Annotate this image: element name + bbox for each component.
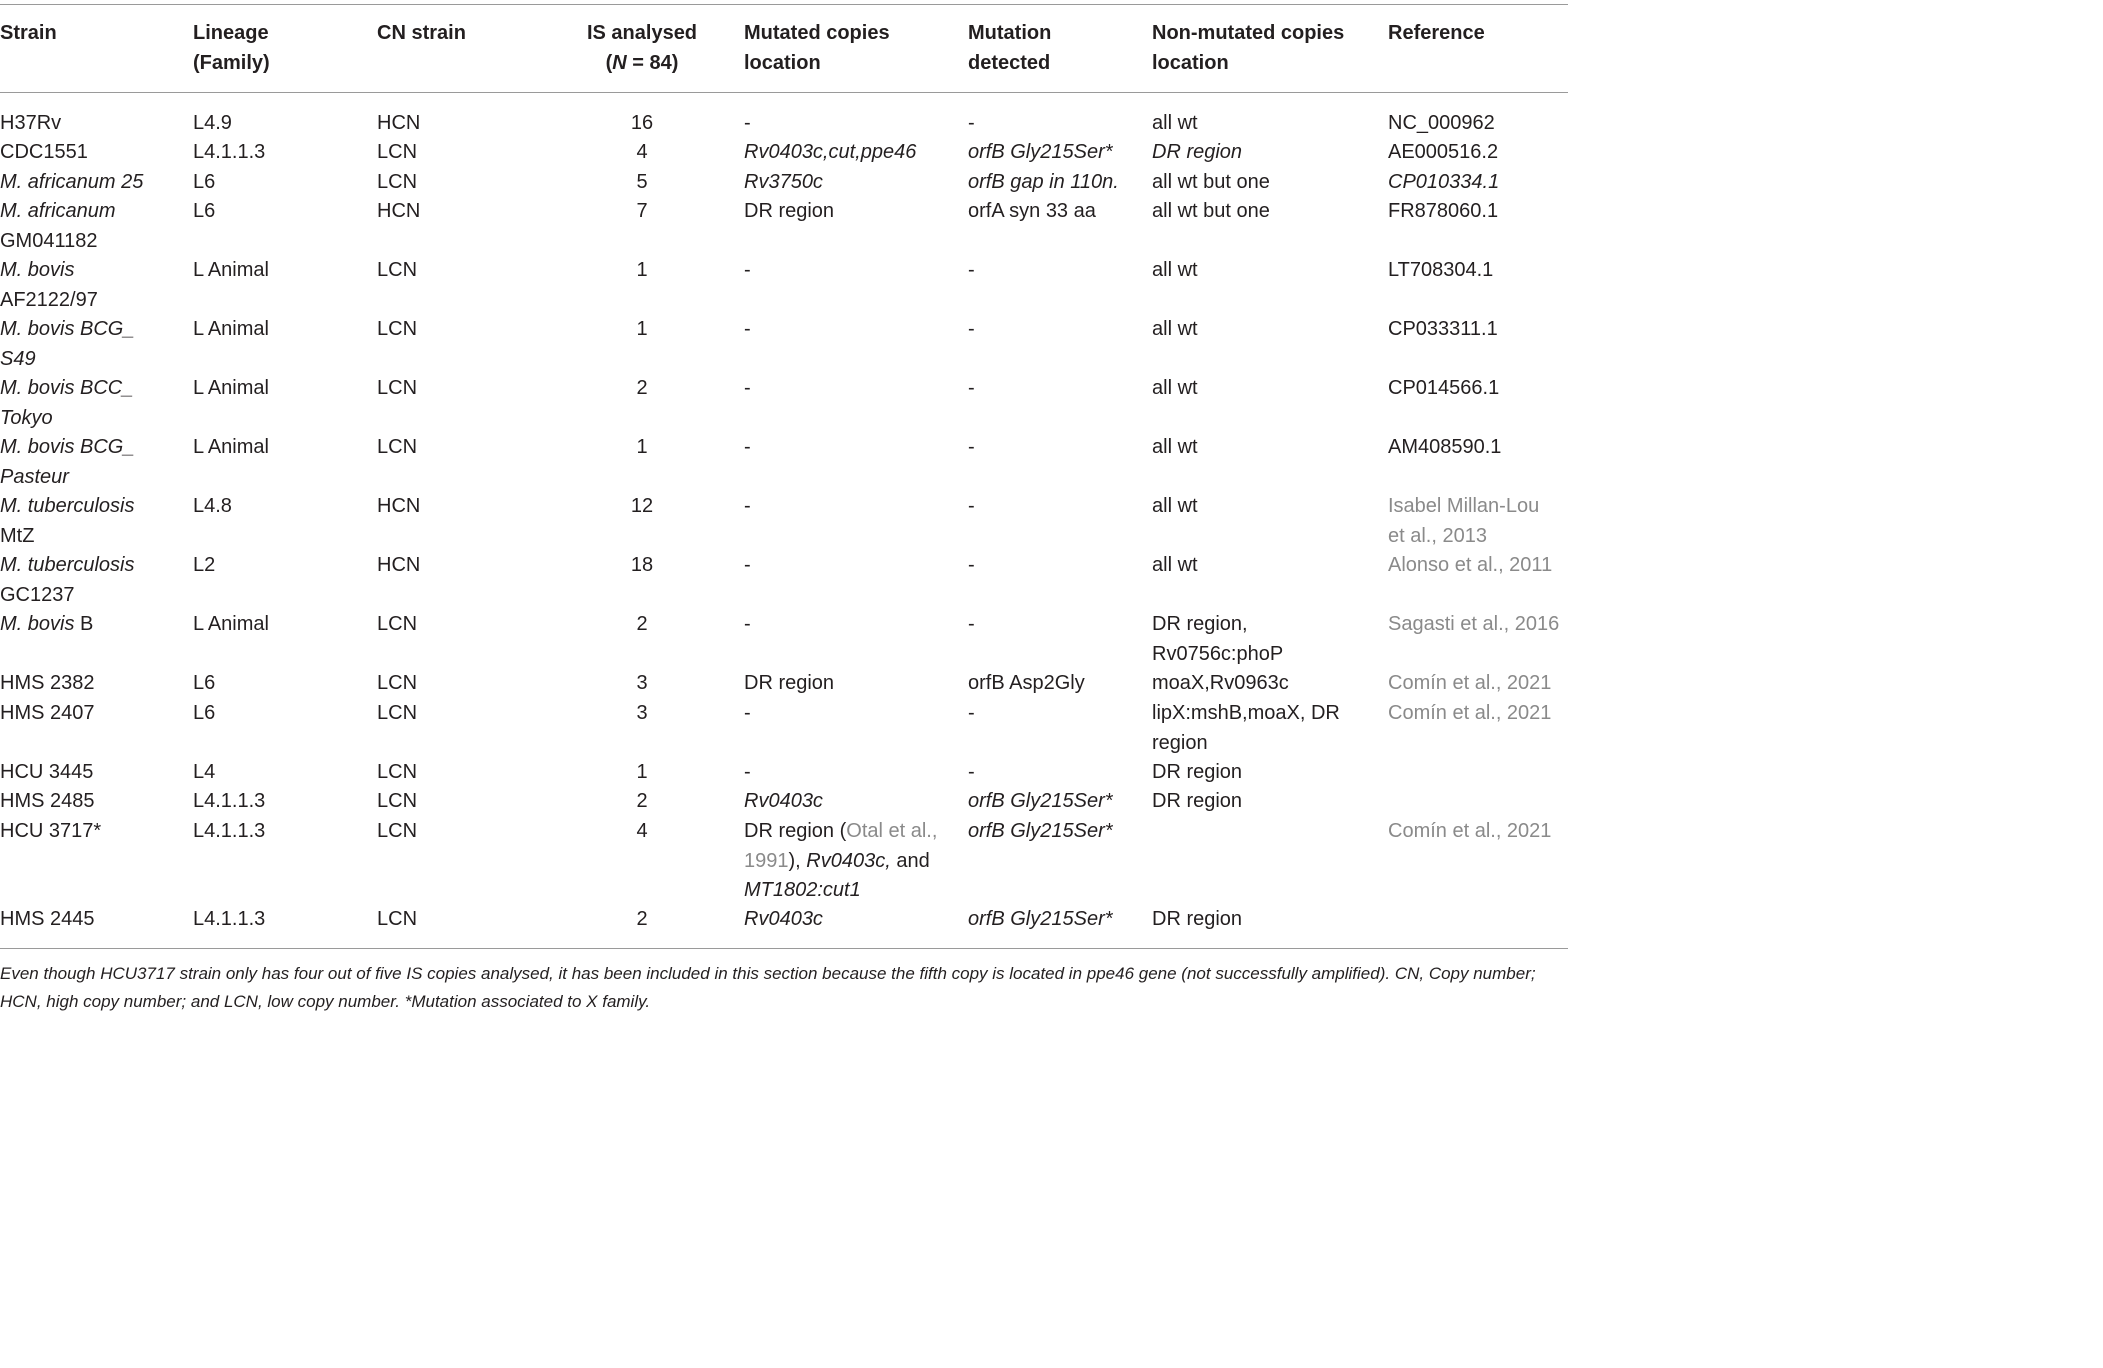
cell-lineage: L6 [193, 672, 216, 694]
cell-nonmutated: DR region [1152, 790, 1243, 812]
strain-species: M. bovis BCG_ [0, 318, 135, 340]
cell-cn: HCN [377, 495, 421, 517]
cell-mutation: - [968, 436, 975, 458]
cell-reference-link[interactable]: Comín et al., 2021 [1388, 702, 1552, 724]
strain-species: M. tuberculosis [0, 554, 135, 576]
table-top-rule [0, 4, 1568, 5]
mutated-part-e: MT1802:cut1 [744, 879, 861, 901]
cell-is: 16 [630, 112, 654, 134]
cell-mutation: orfB Gly215Ser* [968, 908, 1113, 930]
cell-lineage: L4 [193, 761, 216, 783]
cell-lineage: L4.1.1.3 [193, 820, 266, 842]
cell-mutated: Rv0403c,cut,ppe46 [744, 141, 917, 163]
cell-cn: LCN [377, 672, 418, 694]
cell-mutation: orfB gap in 110n. [968, 171, 1119, 193]
cell-mutation: - [968, 702, 975, 724]
cell-is: 2 [636, 908, 648, 930]
cell-mutated: - [744, 554, 751, 576]
cell-cn: LCN [377, 613, 418, 635]
cell-is: 4 [636, 141, 648, 163]
cell-lineage: L Animal [193, 377, 269, 399]
cell-is: 7 [636, 200, 648, 222]
cell-mutated: - [744, 318, 751, 340]
cell-cn: LCN [377, 702, 418, 724]
cell-mutated: Rv0403c [744, 790, 823, 812]
cell-lineage: L4.1.1.3 [193, 790, 266, 812]
cell-strain: HCU 3717* [0, 820, 102, 842]
cell-is: 5 [636, 171, 648, 193]
cell-is: 2 [636, 377, 648, 399]
cell-reference-link[interactable]: Comín et al., 2021 [1388, 820, 1552, 842]
cell-cn: LCN [377, 761, 418, 783]
cell-reference: NC_000962 [1388, 112, 1495, 134]
header-lineage: Lineage (Family) [193, 22, 270, 74]
cell-nonmutated: all wt [1152, 112, 1198, 134]
cell-reference: AM408590.1 [1388, 436, 1502, 458]
cell-mutation: - [968, 495, 975, 517]
cell-mutation: - [968, 761, 975, 783]
cell-strain [0, 315, 134, 374]
cell-mutation: orfA syn 33 aa [968, 200, 1096, 222]
cell-strain [0, 197, 116, 256]
cell-cn: LCN [377, 171, 418, 193]
header-reference: Reference [1388, 22, 1485, 44]
cell-lineage: L Animal [193, 318, 269, 340]
otal-citation-link[interactable]: Otal et al., [846, 820, 938, 842]
cell-nonmutated: DR region [1152, 141, 1243, 163]
cell-is: 18 [630, 554, 654, 576]
cell-mutated: - [744, 495, 751, 517]
cell-mutation: - [968, 259, 975, 281]
cell-is: 3 [636, 702, 648, 724]
cell-lineage: L4.1.1.3 [193, 141, 266, 163]
cell-mutation: - [968, 377, 975, 399]
cell-strain [0, 256, 98, 315]
header-mutated-location: Mutated copies location [744, 22, 890, 74]
strain-id: GM041182 [0, 229, 98, 252]
cell-mutation: orfB Gly215Ser* [968, 790, 1113, 812]
strain-species: M. tuberculosis [0, 495, 135, 517]
cell-nonmutated: all wt [1152, 259, 1198, 281]
cell-lineage: L4.1.1.3 [193, 908, 266, 930]
cell-mutated: - [744, 112, 751, 134]
header-cn-strain: CN strain [377, 22, 466, 44]
cell-nonmutated: all wt but one [1152, 200, 1270, 222]
cell-mutation: orfB Asp2Gly [968, 672, 1085, 694]
cell-cn: LCN [377, 790, 418, 812]
cell-mutated: - [744, 436, 751, 458]
strain-species: M. bovis BCC_ [0, 377, 134, 399]
cell-strain: HMS 2445 [0, 908, 95, 930]
cell-nonmutated: DR region [1152, 761, 1243, 783]
mutated-part-d: and [890, 849, 930, 872]
cell-is: 1 [636, 318, 648, 340]
cell-mutated: - [744, 702, 751, 724]
mutated-part-a: DR region ( [744, 820, 847, 842]
cell-strain: CDC1551 [0, 141, 88, 163]
cell-is: 3 [636, 672, 648, 694]
cell-nonmutated: all wt [1152, 495, 1198, 517]
cell-mutation: orfB Gly215Ser* [968, 141, 1113, 163]
cell-cn: LCN [377, 377, 418, 399]
cell-lineage: L2 [193, 554, 216, 576]
cell-cn: LCN [377, 820, 418, 842]
cell-mutated: - [744, 613, 751, 635]
cell-mutated: Rv0403c [744, 908, 823, 930]
cell-lineage: L Animal [193, 613, 269, 635]
cell-lineage: L6 [193, 200, 216, 222]
cell-nonmutated: all wt but one [1152, 171, 1270, 193]
strain-id: Tokyo [0, 406, 53, 429]
cell-is: 1 [636, 436, 648, 458]
cell-strain: H37Rv [0, 112, 62, 134]
cell-strain [0, 374, 133, 433]
header-strain: Strain [0, 22, 57, 44]
strain-id: MtZ [0, 524, 35, 547]
cell-is: 12 [630, 495, 654, 517]
cell-nonmutated: moaX,Rv0963c [1152, 672, 1289, 694]
cell-mutation: - [968, 318, 975, 340]
cell-mutated: - [744, 259, 751, 281]
cell-nonmutated: all wt [1152, 318, 1198, 340]
cell-reference: FR878060.1 [1388, 200, 1499, 222]
cell-mutated [744, 817, 959, 906]
strain-id: B [74, 613, 94, 635]
cell-mutated: - [744, 761, 751, 783]
cell-cn: LCN [377, 318, 418, 340]
cell-mutation: - [968, 554, 975, 576]
cell-strain: M. africanum 25 [0, 171, 144, 193]
cell-cn: LCN [377, 141, 418, 163]
cell-reference-link[interactable]: Alonso et al., 2011 [1388, 554, 1553, 576]
cell-cn: LCN [377, 908, 418, 930]
cell-cn: HCN [377, 554, 421, 576]
cell-mutated: Rv3750c [744, 171, 823, 193]
strain-species: M. africanum [0, 200, 116, 222]
cell-reference: LT708304.1 [1388, 259, 1494, 281]
strain-id: AF2122/97 [0, 288, 98, 311]
otal-citation-year[interactable]: 1991 [744, 849, 789, 872]
cell-strain [0, 492, 135, 551]
cell-strain: HMS 2382 [0, 672, 95, 694]
header-is-count: = 84) [626, 52, 679, 74]
mutated-part-c: Rv0403c, [806, 849, 891, 872]
cell-lineage: L Animal [193, 259, 269, 281]
cell-cn: HCN [377, 112, 421, 134]
header-is-n: N [612, 52, 627, 74]
strain-id: S49 [0, 347, 36, 370]
cell-mutation: - [968, 112, 975, 134]
strain-species: M. bovis [0, 259, 75, 281]
cell-is: 2 [636, 790, 648, 812]
cell-strain: HCU 3445 [0, 761, 94, 783]
header-mutation-detected: Mutation detected [968, 22, 1052, 74]
cell-is: 1 [636, 761, 648, 783]
cell-nonmutated: lipX:mshB,moaX, DR region [1152, 702, 1340, 754]
header-is-line1: IS analysed [586, 22, 698, 44]
table-footnote: Even though HCU3717 strain only has four out of five IS copies analysed, it has been included in this section because the fifth copy is located in ppe46 gene (not successfully amplified). CN, Copy number; HCN, high copy number; and LCN, low copy number. *Mutation associated to X family. [0, 964, 1536, 1011]
cell-nonmutated: all wt [1152, 377, 1198, 399]
cell-reference-link[interactable]: Sagasti et al., 2016 [1388, 613, 1560, 635]
cell-mutated: - [744, 377, 751, 399]
header-nonmutated-location: Non-mutated copies location [1152, 22, 1345, 74]
cell-strain [0, 551, 135, 610]
cell-mutation: orfB Gly215Ser* [968, 820, 1113, 842]
cell-strain [0, 433, 134, 492]
cell-nonmutated: all wt [1152, 554, 1198, 576]
cell-is: 1 [636, 259, 648, 281]
cell-lineage: L6 [193, 171, 216, 193]
cell-mutated: DR region [744, 672, 835, 694]
cell-is: 2 [636, 613, 648, 635]
strain-id: Pasteur [0, 465, 69, 488]
cell-reference: CP014566.1 [1388, 377, 1500, 399]
cell-lineage: L4.9 [193, 112, 232, 134]
cell-nonmutated: DR region [1152, 908, 1243, 930]
cell-lineage: L4.8 [193, 495, 232, 517]
cell-cn: LCN [377, 259, 418, 281]
cell-lineage: L Animal [193, 436, 269, 458]
cell-reference-link[interactable]: Comín et al., 2021 [1388, 672, 1552, 694]
header-is-analysed: IS analysed (N = 84) [586, 22, 698, 74]
cell-strain [0, 610, 93, 640]
strain-id: GC1237 [0, 583, 75, 606]
cell-mutated: DR region [744, 200, 835, 222]
strain-species: M. bovis BCG_ [0, 436, 135, 458]
cell-is: 4 [636, 820, 648, 842]
cell-reference: CP033311.1 [1388, 318, 1498, 340]
cell-cn: LCN [377, 436, 418, 458]
table-bottom-rule [0, 948, 1568, 949]
cell-mutation: - [968, 613, 975, 635]
cell-strain: HMS 2485 [0, 790, 95, 812]
mutated-part-b: ), [788, 849, 807, 872]
cell-nonmutated: all wt [1152, 436, 1198, 458]
cell-reference: CP010334.1 [1388, 171, 1500, 193]
strain-species: M. bovis [0, 613, 75, 635]
cell-strain: HMS 2407 [0, 702, 95, 724]
cell-reference: AE000516.2 [1388, 141, 1499, 163]
cell-nonmutated: DR region, Rv0756c:phoP [1152, 613, 1284, 665]
cell-cn: HCN [377, 200, 421, 222]
header-bottom-rule [0, 92, 1568, 93]
cell-reference-link[interactable]: Isabel Millan-Lou et al., 2013 [1388, 495, 1540, 547]
cell-lineage: L6 [193, 702, 216, 724]
